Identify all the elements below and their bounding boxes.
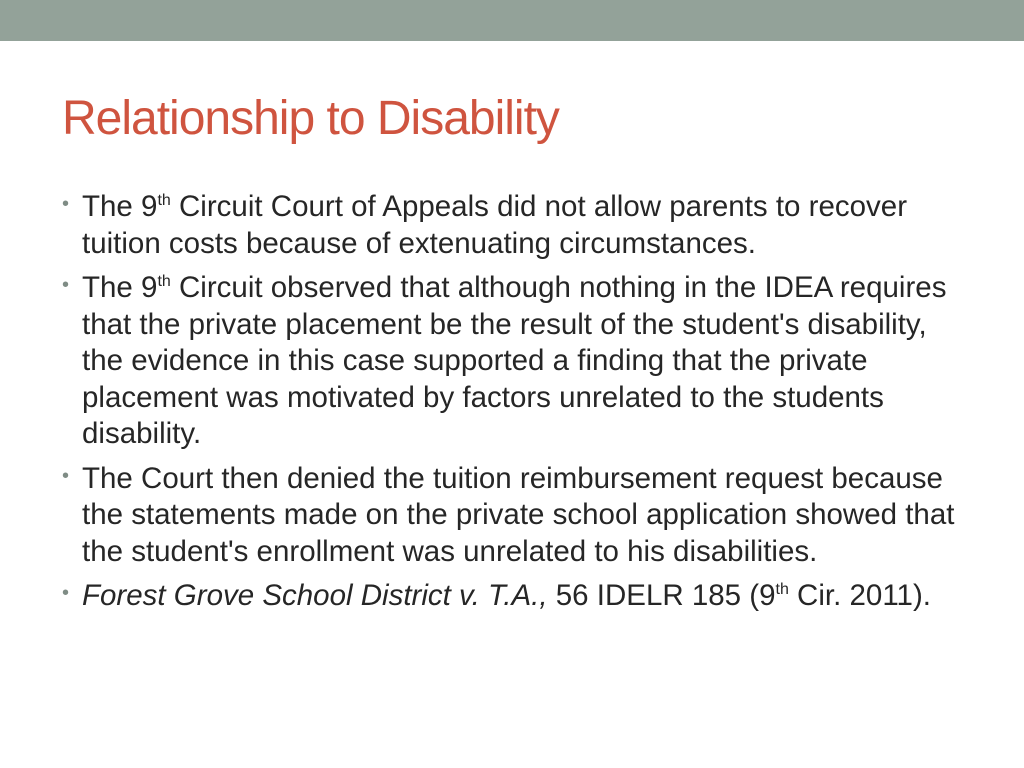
bullet-item (62, 461, 972, 571)
bullet-icon: • (62, 193, 70, 215)
top-banner (0, 0, 1024, 41)
bullet-text: Circuit Court of Appeals did not allow parents to recover tuition costs because of extenuating circumstances. (82, 190, 908, 260)
slide-title: Relationship to Disability (62, 92, 559, 145)
superscript: th (775, 581, 789, 598)
superscript: th (157, 273, 171, 290)
case-name: Forest Grove School District v. T.A., (82, 579, 548, 612)
bullet-item (62, 270, 972, 453)
bullet-text: Cir. 2011). (788, 579, 931, 612)
bullet-item (62, 578, 972, 615)
bullet-icon: • (62, 274, 70, 296)
bullet-icon: • (62, 582, 70, 604)
bullet-text: The Court then denied the tuition reimbursement request because the statements made on the private school application showed that the student's enrollment was unrelated to his disabilities. (82, 461, 955, 568)
bullet-list (62, 189, 972, 623)
bullet-text: The 9 (82, 271, 158, 304)
bullet-icon: • (62, 464, 70, 487)
superscript: th (157, 192, 171, 209)
bullet-text: Circuit observed that although nothing in the IDEA requires that the private placement be the result of the student's disability, the evidence in this case supported a finding that the private placement was motivated by factors unrelated to the students disability. (82, 271, 947, 450)
bullet-text: 56 IDELR 185 (9 (547, 579, 776, 612)
bullet-item (62, 189, 972, 262)
bullet-text: The 9 (82, 190, 158, 223)
